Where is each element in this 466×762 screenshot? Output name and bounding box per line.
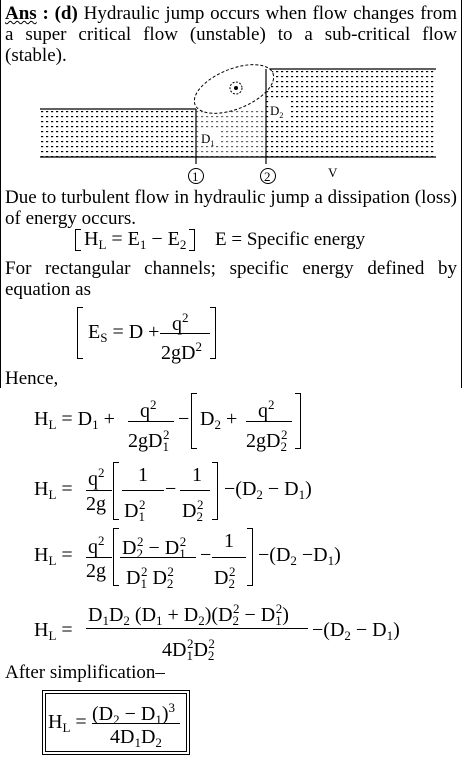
eq-final-den: $4D_1D_2$ — [110, 726, 162, 750]
d2-label: $D_2$ — [270, 103, 284, 120]
eq-hl1-inner: $D_2$ + — [200, 408, 238, 432]
eq-energy-loss: $H_L = E_1 - E_2$ — [84, 228, 187, 252]
frame-left-border — [0, 0, 1, 388]
eq-hl2-f2-den: $D_2^2$ — [182, 497, 204, 524]
hydraulic-jump-figure — [0, 60, 466, 185]
answer-separator: : — [42, 3, 49, 24]
eq-hl3-fraction-bar — [86, 557, 112, 558]
eq-hl3-den: 2g — [86, 560, 106, 582]
eq-hl3-f2-den: $D_2^2$ — [214, 564, 236, 591]
eq-hl1-fraction-bar — [128, 421, 174, 422]
eq-hl4-den: $4D_1^2D_2^2$ — [162, 636, 215, 663]
rectangular-text: For rectangular channels; specific energy defined by equation as — [5, 258, 457, 300]
upstream-flow-region — [40, 109, 196, 157]
velocity-label: V — [328, 165, 338, 180]
eq-es-lhs: $E_S = D$ + — [88, 321, 160, 345]
eq-hl2-bracket-left — [113, 462, 119, 520]
eq-hl3-bracket-right — [247, 528, 253, 586]
eq-hl4-num: $D_1D_2$ $(D_1 + D_2)(D_2^2 - D_1^2)$ — [88, 601, 289, 628]
eq-hl2-num: $q^2$ — [88, 465, 105, 490]
eq-hl3-f2-bar — [212, 557, 246, 558]
eq-hl4-lhs: $H_L$ = — [34, 619, 73, 643]
eq-hl2-minus: − — [165, 478, 177, 500]
hence-text: Hence, — [5, 368, 59, 389]
eq-hl2-bracket-right — [212, 462, 218, 520]
eq-hl2-f1-bar — [122, 490, 164, 491]
svg-text:2: 2 — [264, 169, 271, 184]
eq-hl1-fraction-bar-2 — [246, 421, 292, 422]
eq-hl3-bracket-left — [113, 528, 119, 586]
eq-hl4-tail: $-(D_2 - D_1)$ — [312, 619, 400, 643]
eq-hl2-f2-num: 1 — [192, 464, 202, 486]
eq-hl1-num2: $q^2$ — [258, 397, 275, 422]
es-bracket-right — [210, 307, 216, 359]
eq-hl3-tail: $-(D_2 -D_1)$ — [258, 544, 341, 568]
eq-final-lhs: $H_L$ = — [48, 711, 87, 735]
downstream-flow-region — [266, 69, 436, 157]
eq-hl3-f1-bar — [120, 557, 196, 558]
eq-hl2-lhs: $H_L$ = — [34, 478, 73, 502]
eq-hl3-lhs: $H_L$ = — [34, 544, 73, 568]
after-simplification-text: After simplification– — [5, 662, 165, 683]
eq-hl2-fraction-bar — [86, 490, 112, 491]
eq-hl1-bracket-right — [295, 393, 301, 449]
eq-hl2-f1-den: $D_1^2$ — [124, 497, 146, 524]
eq-hl2-f2-bar — [180, 490, 210, 491]
eq-hl4-fraction-bar — [86, 628, 308, 629]
eq-hl1-lhs: $H_L = D_1$ + — [34, 408, 115, 432]
answer-label: Ans — [5, 3, 37, 24]
eq-hl1-num: $q^2$ — [140, 397, 157, 422]
eq-hl2-f1-num: 1 — [138, 464, 148, 486]
answer-option: (d) — [54, 3, 78, 24]
eq-hl3-f1-den: $D_1^2$ $D_2^2$ — [126, 564, 174, 591]
eq-hl1-minus: − — [178, 408, 190, 430]
answer-text: Hydraulic jump occurs when flow changes from a super critical flow (unstable) to a sub-critical flow (stable). — [5, 3, 457, 66]
specific-energy-definition: E = Specific energy — [215, 229, 366, 250]
eq-final-fraction-bar — [92, 723, 180, 724]
eq1-bracket-left — [75, 229, 81, 251]
answer-paragraph — [5, 3, 457, 66]
eq-hl1-bracket-left — [191, 393, 197, 449]
eq-es-fraction-bar — [160, 333, 210, 334]
eq-hl3-num: $q^2$ — [88, 533, 105, 558]
eq-es-denominator: $2gD^2$ — [161, 339, 202, 364]
eq-hl1-den2: $2gD_2^2$ — [246, 427, 288, 454]
eq1-bracket-right — [189, 229, 195, 251]
frame-right-border — [461, 0, 462, 388]
d1-label: $D_1$ — [201, 131, 215, 148]
svg-text:1: 1 — [192, 169, 199, 184]
eq-es-numerator: $q^2$ — [172, 310, 189, 335]
es-bracket-left — [77, 307, 83, 359]
eq-hl3-f2-num: 1 — [224, 530, 234, 552]
eq-final-num: $(D_2 - D_1)^3$ — [92, 700, 176, 727]
eq-hl2-den: 2g — [86, 493, 106, 515]
eq-hl3-minus: − — [200, 544, 212, 566]
eq-hl3-f1-num: $D_2^2 - D_1^2$ — [122, 534, 187, 561]
dissipation-text: Due to turbulent flow in hydraulic jump a dissipation (loss) of energy occurs. — [5, 187, 457, 229]
eq-hl1-den: $2gD_1^2$ — [128, 427, 170, 454]
eq-hl2-tail: $-(D_2 - D_1)$ — [224, 478, 312, 502]
